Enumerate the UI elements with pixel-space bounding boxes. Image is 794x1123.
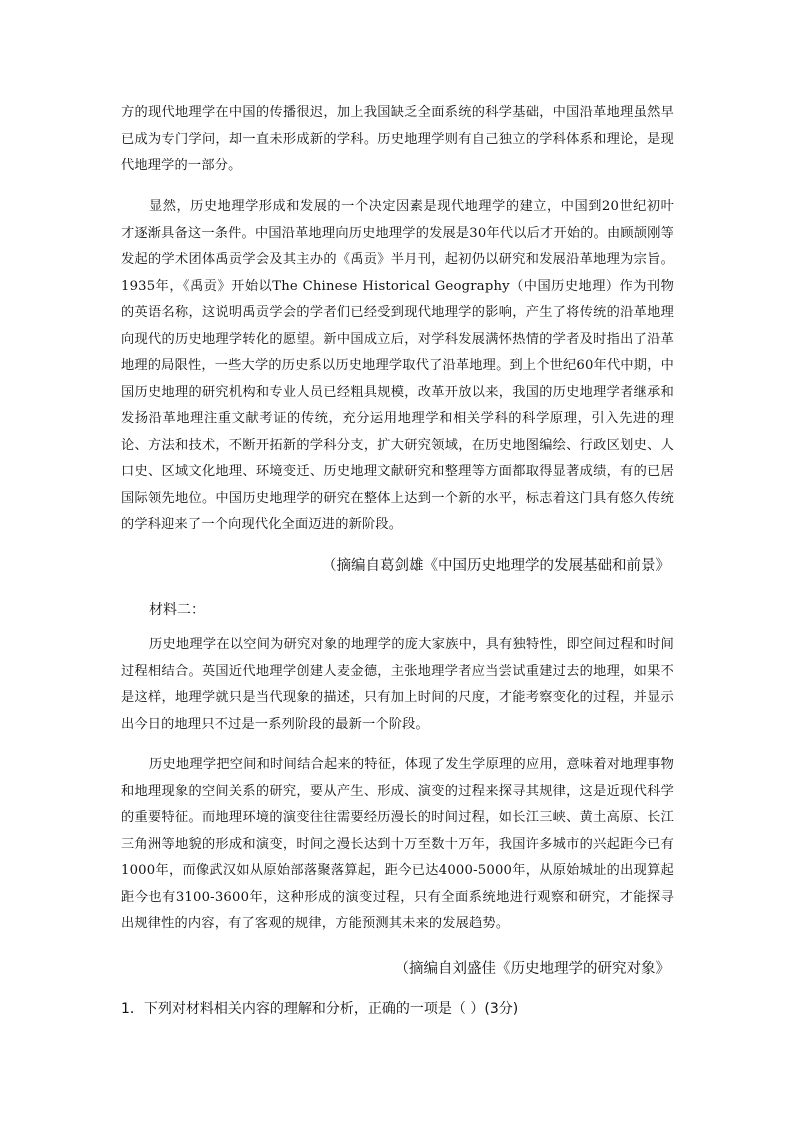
material-2-label: 材料二： xyxy=(149,602,205,618)
paragraph-2: 显然，历史地理学形成和发展的一个决定因素是现代地理学的建立，中国到20世纪初叶才逐渐具备这一条件。中国沿革地理向历史地理学的发展是30年代以后才开始的。由顾颉刚等发起的学术团体禹贡学会及其主办的《禹贡》半月刊，起初仍以研究和发展沿革地理为宗旨。1935年，《禹贡》开始以The Chinese Historical Geography（中国历史地理）作为刊物的英语名称，这说明禹贡学会的学者们已经受到现代地理学的影响，产生了将传统的沿革地理向现代的历史地理学转化的愿望。新中国成立后，对学科发展满怀热情的学者及时指出了沿革地理的局限性，一些大学的历史系以历史地理学取代了沿革地理。到上个世纪60年代中期，中国历史地理的研究机构和专业人员已经粗具规模，改革开放以来，我国的历史地理学者继承和发扬沿革地理注重文献考证的传统，充分运用地理学和相关学科的科学原理，引入先进的理论、方法和技术，不断开拓新的学科分支，扩大研究领域，在历史地图编绘、行政区划史、人口史、区域文化地理、环境变迁、历史地理文献研究和整理等方面都取得显著成绩，有的已居国际领先地位。中国历史地理学的研究在整体上达到一个新的水平，标志着这门具有悠久传统的学科迎来了一个向现代化全面迈进的新阶段。 xyxy=(121,199,674,532)
source-citation-2: （摘编自刘盛佳《历史地理学的研究对象》 xyxy=(394,961,670,977)
paragraph-1: 方的现代地理学在中国的传播很迟，加上我国缺乏全面系统的科学基础，中国沿革地理虽然早已成为专门学问，却一直未形成新的学科。历史地理学则有自己独立的学科体系和理论，是现代地理学的一部分。 xyxy=(121,105,674,173)
source-citation-1: （摘编自葛剑雄《中国历史地理学的发展基础和前景》 xyxy=(322,558,670,574)
paragraph-3: 历史地理学在以空间为研究对象的地理学的庞大家族中，具有独特性，即空间过程和时间过程相结合。英国近代地理学创建人麦金德，主张地理学者应当尝试重建过去的地理，如果不是这样，地理学就只是当代现象的描述，只有加上时间的尺度，才能考察变化的过程，并显示出今日的地理只不过是一系列阶段的最新一个阶段。 xyxy=(121,637,674,732)
question-1: 1．下列对材料相关内容的理解和分析，正确的一项是（ ）(3分) xyxy=(121,1001,519,1017)
paragraph-4: 历史地理学把空间和时间结合起来的特征，体现了发生学原理的应用，意味着对地理事物和地理现象的空间关系的研究，要从产生、形成、演变的过程来探寻其规律，这是近现代科学的重要特征。而地理环境的演变往往需要经历漫长的时间过程，如长江三峡、黄土高原、长江三角洲等地貌的形成和演变，时间之漫长达到十万至数十万年，我国许多城市的兴起距今已有1000年，而像武汉如从原始部落聚落算起，距今已达4000-5000年，从原始城址的出现算起距今也有3100-3600年，这种形成的演变过程，只有全面系统地进行观察和研究，才能探寻出规律性的内容，有了客观的规律，方能预测其未来的发展趋势。 xyxy=(121,757,674,931)
